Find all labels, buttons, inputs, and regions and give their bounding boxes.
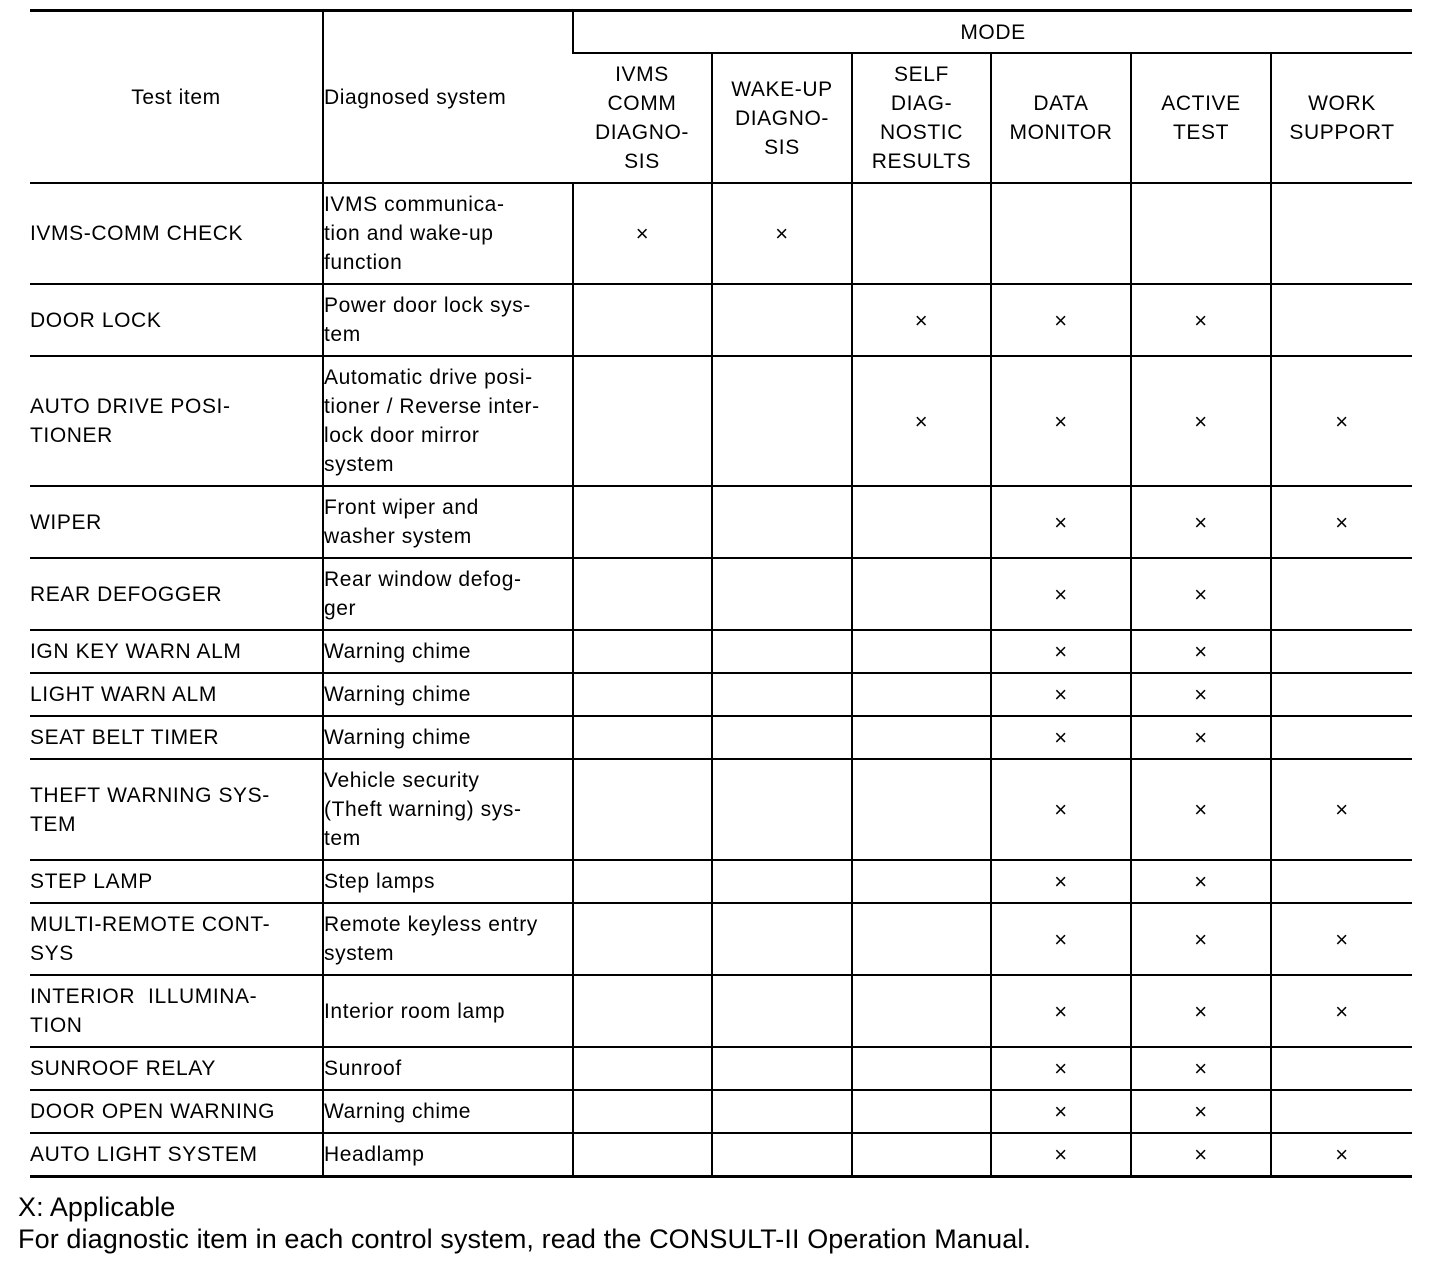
diagnosed-system-cell: IVMS communica- tion and wake-up function — [323, 183, 573, 284]
mode-col-wake-up: WAKE-UP DIAGNO- SIS — [712, 53, 852, 183]
mode-mark-cell: × — [1131, 356, 1271, 486]
diagnosed-system-cell: Front wiper and washer system — [323, 486, 573, 558]
mode-mark-cell: × — [1271, 903, 1412, 975]
mode-mark-cell — [573, 486, 712, 558]
table-row — [30, 975, 1412, 1047]
mode-mark-cell — [712, 1133, 852, 1177]
mode-mark-cell: × — [991, 486, 1131, 558]
test-item-cell: DOOR OPEN WARNING — [30, 1090, 323, 1133]
mode-mark-cell: × — [1131, 716, 1271, 759]
test-item-cell: AUTO DRIVE POSI- TIONER — [30, 356, 323, 486]
mode-mark-cell — [852, 1133, 991, 1177]
table-body — [30, 183, 1412, 1177]
test-item-cell: IVMS-COMM CHECK — [30, 183, 323, 284]
mode-mark-cell — [852, 673, 991, 716]
test-item-cell: WIPER — [30, 486, 323, 558]
mode-mark-cell — [712, 1090, 852, 1133]
mode-mark-cell — [573, 356, 712, 486]
mode-mark-cell: × — [1131, 1090, 1271, 1133]
table-row — [30, 284, 1412, 356]
test-item-cell: SUNROOF RELAY — [30, 1047, 323, 1090]
mode-col-ivms-comm: IVMS COMM DIAGNO- SIS — [573, 53, 712, 183]
mode-mark-cell: × — [991, 903, 1131, 975]
mode-col-self-diag: SELF DIAG- NOSTIC RESULTS — [852, 53, 991, 183]
mode-mark-cell: × — [573, 183, 712, 284]
notes — [18, 1191, 1031, 1255]
table-row — [30, 860, 1412, 903]
mode-mark-cell — [1271, 1090, 1412, 1133]
test-item-cell: REAR DEFOGGER — [30, 558, 323, 630]
mode-mark-cell — [991, 183, 1131, 284]
table-row — [30, 558, 1412, 630]
diagnosed-system-cell: Vehicle security (Theft warning) sys- tem — [323, 759, 573, 860]
mode-mark-cell — [1271, 558, 1412, 630]
mode-mark-cell: × — [1131, 486, 1271, 558]
mode-mark-cell — [573, 716, 712, 759]
mode-mark-cell — [573, 759, 712, 860]
mode-mark-cell — [712, 860, 852, 903]
table-row — [30, 716, 1412, 759]
mode-mark-cell — [712, 1047, 852, 1090]
mode-mark-cell — [712, 903, 852, 975]
test-item-header: Test item — [30, 11, 323, 184]
table-row — [30, 1133, 1412, 1177]
mode-mark-cell: × — [991, 1133, 1131, 1177]
test-item-cell: MULTI-REMOTE CONT- SYS — [30, 903, 323, 975]
diagnosed-system-cell: Interior room lamp — [323, 975, 573, 1047]
mode-mark-cell — [573, 860, 712, 903]
table-row — [30, 673, 1412, 716]
mode-mark-cell — [573, 1047, 712, 1090]
diagnosed-system-cell: Warning chime — [323, 630, 573, 673]
mode-mark-cell — [712, 486, 852, 558]
mode-mark-cell: × — [991, 759, 1131, 860]
mode-mark-cell: × — [1271, 975, 1412, 1047]
test-item-cell: STEP LAMP — [30, 860, 323, 903]
mode-mark-cell: × — [991, 975, 1131, 1047]
test-item-cell: IGN KEY WARN ALM — [30, 630, 323, 673]
mode-mark-cell — [712, 716, 852, 759]
legend-note: X: Applicable — [18, 1192, 176, 1222]
test-item-cell: SEAT BELT TIMER — [30, 716, 323, 759]
remark-note: For diagnostic item in each control system, read the CONSULT-II Operation Manual. — [18, 1224, 1032, 1254]
mode-mark-cell — [573, 673, 712, 716]
mode-mark-cell — [1271, 183, 1412, 284]
table-row — [30, 486, 1412, 558]
mode-mark-cell: × — [712, 183, 852, 284]
test-item-cell: LIGHT WARN ALM — [30, 673, 323, 716]
mode-mark-cell: × — [991, 356, 1131, 486]
test-item-cell: DOOR LOCK — [30, 284, 323, 356]
mode-mark-cell — [1271, 716, 1412, 759]
mode-mark-cell — [573, 558, 712, 630]
mode-mark-cell — [852, 716, 991, 759]
mode-mark-cell — [573, 903, 712, 975]
mode-mark-cell: × — [991, 284, 1131, 356]
test-item-cell: THEFT WARNING SYS- TEM — [30, 759, 323, 860]
mode-mark-cell: × — [1131, 630, 1271, 673]
diagnosed-system-cell: Remote keyless entry system — [323, 903, 573, 975]
table-row — [30, 759, 1412, 860]
mode-mark-cell: × — [852, 356, 991, 486]
mode-mark-cell: × — [991, 1090, 1131, 1133]
table-row — [30, 356, 1412, 486]
mode-mark-cell — [712, 673, 852, 716]
table-row — [30, 183, 1412, 284]
mode-mark-cell: × — [991, 630, 1131, 673]
mode-mark-cell — [712, 284, 852, 356]
mode-mark-cell: × — [1131, 759, 1271, 860]
mode-col-data-monitor: DATA MONITOR — [991, 53, 1131, 183]
mode-mark-cell — [573, 284, 712, 356]
mode-table — [30, 9, 1412, 1178]
mode-mark-cell — [852, 630, 991, 673]
mode-mark-cell: × — [1131, 673, 1271, 716]
diagnosed-system-cell: Sunroof — [323, 1047, 573, 1090]
test-item-cell: INTERIOR ILLUMINA- TION — [30, 975, 323, 1047]
mode-mark-cell: × — [991, 1047, 1131, 1090]
mode-mark-cell — [1271, 860, 1412, 903]
mode-mark-cell — [852, 903, 991, 975]
mode-mark-cell: × — [852, 284, 991, 356]
mode-mark-cell: × — [1131, 975, 1271, 1047]
mode-mark-cell: × — [1131, 903, 1271, 975]
mode-mark-cell — [1271, 1047, 1412, 1090]
diagnosed-system-cell: Rear window defog- ger — [323, 558, 573, 630]
mode-mark-cell: × — [1271, 486, 1412, 558]
mode-mark-cell — [573, 1133, 712, 1177]
mode-mark-cell — [712, 558, 852, 630]
table-row — [30, 1047, 1412, 1090]
mode-mark-cell: × — [991, 716, 1131, 759]
table-row — [30, 1090, 1412, 1133]
diagnosed-system-cell: Automatic drive posi- tioner / Reverse inter- lock door mirror system — [323, 356, 573, 486]
mode-mark-cell: × — [1131, 860, 1271, 903]
mode-mark-cell: × — [1271, 1133, 1412, 1177]
mode-mark-cell — [573, 975, 712, 1047]
mode-mark-cell — [852, 1047, 991, 1090]
mode-mark-cell — [852, 975, 991, 1047]
mode-mark-cell: × — [1271, 759, 1412, 860]
mode-mark-cell: × — [1131, 558, 1271, 630]
mode-mark-cell — [852, 759, 991, 860]
mode-mark-cell: × — [1271, 356, 1412, 486]
mode-mark-cell — [573, 630, 712, 673]
mode-mark-cell — [712, 630, 852, 673]
mode-col-active-test: ACTIVE TEST — [1131, 53, 1271, 183]
mode-mark-cell — [852, 1090, 991, 1133]
mode-mark-cell — [852, 183, 991, 284]
mode-mark-cell — [1131, 183, 1271, 284]
mode-mark-cell — [712, 356, 852, 486]
diagnosed-system-cell: Warning chime — [323, 716, 573, 759]
mode-header: MODE — [573, 11, 1412, 54]
header-row-mode — [30, 11, 1412, 54]
mode-mark-cell — [1271, 630, 1412, 673]
mode-mark-cell: × — [991, 860, 1131, 903]
mode-mark-cell — [712, 975, 852, 1047]
mode-mark-cell — [1271, 673, 1412, 716]
mode-mark-cell: × — [1131, 1133, 1271, 1177]
mode-mark-cell: × — [991, 558, 1131, 630]
diagnosed-system-cell: Headlamp — [323, 1133, 573, 1177]
mode-mark-cell: × — [991, 673, 1131, 716]
diagnosed-system-cell: Warning chime — [323, 1090, 573, 1133]
mode-mark-cell: × — [1131, 1047, 1271, 1090]
table-row — [30, 903, 1412, 975]
diagnosed-system-header: Diagnosed system — [323, 11, 573, 184]
mode-mark-cell — [1271, 284, 1412, 356]
mode-mark-cell — [712, 759, 852, 860]
diagnosed-system-cell: Power door lock sys- tem — [323, 284, 573, 356]
mode-mark-cell — [852, 558, 991, 630]
mode-mark-cell — [852, 486, 991, 558]
mode-col-work-support: WORK SUPPORT — [1271, 53, 1412, 183]
table-row — [30, 630, 1412, 673]
mode-mark-cell: × — [1131, 284, 1271, 356]
mode-mark-cell — [852, 860, 991, 903]
mode-mark-cell — [573, 1090, 712, 1133]
diagnosed-system-cell: Warning chime — [323, 673, 573, 716]
test-item-cell: AUTO LIGHT SYSTEM — [30, 1133, 323, 1177]
diagnosed-system-cell: Step lamps — [323, 860, 573, 903]
